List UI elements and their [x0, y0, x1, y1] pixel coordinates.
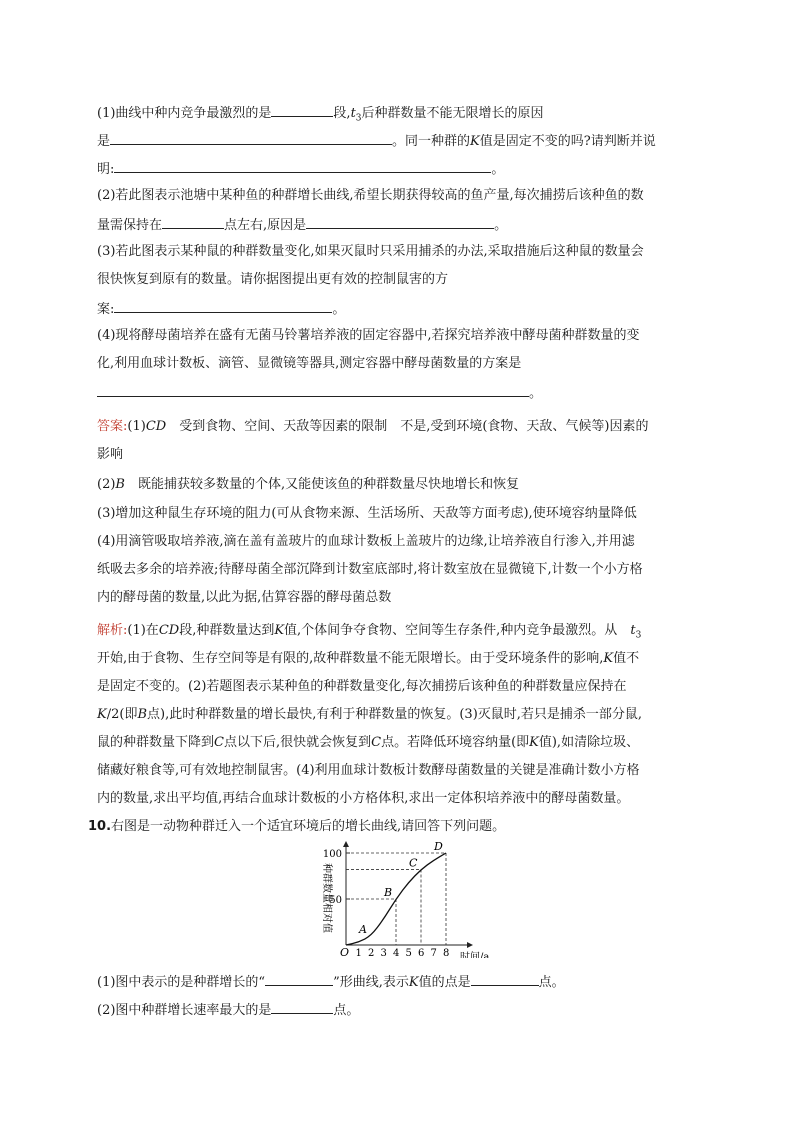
text: 开始,由于食物、生存空间等是有限的,故种群数量不能无限增长。由于受环境条件的影响, — [97, 651, 604, 666]
q9-sub2-line2 — [97, 215, 507, 235]
text: 点。 — [538, 975, 565, 990]
var-k: K — [97, 707, 107, 722]
x-tick-label: 2 — [368, 948, 375, 958]
answer-line3 — [97, 476, 519, 494]
text: 点),此时种群数量的增长最快,有利于种群数量的恢复。(3)灭鼠时,若只是捕杀一部分鼠, — [147, 707, 643, 722]
text: 很快恢复到原有的数量。请你据图提出更有效的控制鼠害的方 — [97, 272, 449, 287]
text: 量需保持在 — [97, 218, 163, 233]
analysis-line2 — [97, 650, 639, 668]
x-tick-label: 6 — [418, 948, 425, 958]
y-tick-label: 100 — [322, 849, 342, 860]
text: 既能捕获较多数量的个体,又能使该鱼的种群数量尽快地增长和恢复 — [138, 477, 520, 492]
text: 值),如清除垃圾、 — [538, 735, 640, 750]
var-c: C — [371, 735, 382, 750]
text: (4)现将酵母菌培养在盛有无菌马铃薯培养液的固定容器中,若探究培养液中酵母菌种群数量的变 — [97, 328, 640, 343]
q9-sub1-line2 — [97, 131, 656, 151]
text: 右图是一动物种群迁入一个适宜环境后的增长曲线,请回答下列问题。 — [111, 819, 506, 834]
x-tick-label: 1 — [355, 948, 362, 958]
text: 段, — [333, 106, 351, 121]
answer-blank[interactable] — [306, 215, 494, 229]
q9-sub4-line3 — [97, 383, 542, 403]
answer-line6 — [97, 561, 643, 579]
q10-stem — [88, 818, 505, 836]
answer-blank[interactable] — [97, 383, 529, 397]
text: (1)在 — [127, 623, 159, 638]
answer-blank[interactable] — [271, 1000, 333, 1014]
text: (1) — [127, 419, 146, 434]
text: 值,个体间争夺食物、空间等生存条件,种内竞争最激烈。从 — [284, 623, 618, 638]
text: 化,利用血球计数板、滴管、显微镜等器具,测定容器中酵母菌数量的方案是 — [97, 356, 522, 371]
text: 内的酵母菌的数量,以此为据,估算容器的酵母菌总数 — [97, 590, 392, 605]
answer-blank[interactable] — [114, 159, 491, 173]
analysis-label: 解析: — [97, 623, 128, 638]
var-k: K — [529, 735, 539, 750]
subscript: 3 — [355, 113, 362, 124]
text: (1)曲线中种内竞争最激烈的是 — [97, 106, 272, 121]
text: 受到食物、空间、天敌等因素的限制 不是,受到环境(食物、天敌、气候等)因素的 — [179, 419, 649, 434]
text: 点左右,原因是 — [224, 218, 307, 233]
text: 是 — [97, 134, 111, 149]
text: 储藏好粮食等,可有效地控制鼠害。(4)利用血球计数板计数酵母菌数量的关键是准确计数小方格 — [97, 763, 640, 778]
answer-line4 — [97, 505, 637, 523]
analysis-line4 — [97, 706, 642, 724]
q9-sub1-line1 — [97, 103, 544, 128]
q9-sub2-line1 — [97, 187, 644, 205]
y-axis-label: 种群数量相对值 — [321, 863, 332, 933]
text: (2)图中种群增长速率最大的是 — [97, 1003, 272, 1018]
point-label-d: D — [434, 840, 443, 853]
q9-sub3-line1 — [97, 243, 644, 261]
text: 点。若降低环境容纳量(即 — [381, 735, 530, 750]
text: 值不 — [613, 651, 640, 666]
var-k: K — [274, 623, 285, 638]
text: 是固定不变的。(2)若题图表示某种鱼的种群数量变化,每次捕捞后该种鱼的种群数量应保持在 — [97, 679, 627, 694]
q9-sub3-line3 — [97, 299, 345, 319]
question-number: 10. — [88, 819, 112, 834]
answer-label: 答案: — [97, 419, 128, 434]
point-label-b: B — [384, 886, 393, 899]
q10-sub2 — [97, 1000, 359, 1020]
text: (1)图中表示的是种群增长的“ — [97, 975, 266, 990]
var-c: C — [214, 735, 224, 750]
text: 纸吸去多余的培养液;待酵母菌全部沉降到计数室底部时,将计数室放在显微镜下,计数一个小方格 — [97, 562, 643, 577]
text: 明: — [97, 162, 115, 177]
point-label-a: A — [359, 922, 367, 936]
growth-curve-chart — [310, 838, 490, 958]
answer-blank[interactable] — [471, 972, 539, 986]
answer-blank[interactable] — [271, 103, 333, 117]
var-k: K — [408, 975, 419, 990]
answer-line5 — [97, 533, 635, 551]
text: 案: — [97, 302, 115, 317]
var-b: B — [115, 477, 125, 492]
analysis-line3 — [97, 678, 627, 696]
text: 。 — [491, 162, 505, 177]
q9-sub4-line1 — [97, 327, 640, 345]
subscript: 3 — [635, 630, 642, 641]
x-tick-label: 7 — [430, 948, 437, 958]
answer-line1 — [97, 418, 648, 436]
text: 段,种群数量达到 — [179, 623, 275, 638]
text: 影响 — [97, 447, 124, 462]
text: 内的数量,求出平均值,再结合血球计数板的小方格体积,求出一定体积培养液中的酵母菌数量。 — [97, 791, 630, 806]
text: 。 — [529, 386, 543, 401]
answer-blank[interactable] — [114, 299, 332, 313]
x-axis-label: 时间/a — [460, 952, 490, 958]
var-t: t — [350, 106, 356, 121]
text: 。同一种群的 — [392, 134, 471, 149]
answer-blank[interactable] — [110, 131, 392, 145]
var-k: K — [603, 651, 614, 666]
analysis-line7 — [97, 790, 629, 808]
q9-sub1-line3 — [97, 159, 504, 179]
growth-curve-figure — [310, 838, 490, 962]
text: (3)增加这种鼠生存环境的阻力(可从食物来源、生活场所、天敌等方面考虑),使环境容纳量降低 — [97, 506, 637, 521]
var-cd: CD — [145, 419, 167, 434]
text: 点。 — [333, 1003, 360, 1018]
var-b: B — [137, 707, 148, 722]
text: /2(即 — [106, 707, 138, 722]
analysis-line1 — [97, 622, 641, 645]
text: ”形曲线,表示 — [333, 975, 409, 990]
answer-line7 — [97, 589, 391, 607]
analysis-line5 — [97, 734, 639, 752]
q9-sub3-line2 — [97, 271, 448, 289]
x-tick-label: 5 — [405, 948, 412, 958]
text: 值是固定不变的吗?请判断并说 — [479, 134, 656, 149]
x-tick-label: 8 — [443, 948, 450, 958]
text: (2)若此图表示池塘中某种鱼的种群增长曲线,希望长期获得较高的鱼产量,每次捕捞后该种鱼的数 — [97, 188, 644, 203]
x-tick-label: 4 — [393, 948, 400, 958]
text: (4)用滴管吸取培养液,滴在盖有盖玻片的血球计数板上盖玻片的边缘,让培养液自行渗入,并用滤 — [97, 534, 635, 549]
text: 。 — [332, 302, 346, 317]
var-cd: CD — [158, 623, 180, 638]
text: 后种群数量不能无限增长的原因 — [361, 106, 544, 121]
text: 值的点是 — [418, 975, 471, 990]
point-label-c: C — [409, 856, 418, 870]
y-tick-label: 50 — [329, 895, 342, 906]
text: (3)若此图表示某种鼠的种群数量变化,如果灭鼠时只采用捕杀的办法,采取措施后这种鼠的数量会 — [97, 244, 644, 259]
var-t: t — [630, 623, 636, 638]
text: 。 — [494, 218, 508, 233]
var-k: K — [470, 134, 480, 149]
text: 鼠的种群数量下降到 — [97, 735, 215, 750]
q9-sub4-line2 — [97, 355, 521, 373]
text: (2) — [97, 477, 116, 492]
answer-blank[interactable] — [265, 972, 333, 986]
answer-blank[interactable] — [162, 215, 224, 229]
x-tick-label: 3 — [380, 948, 387, 958]
analysis-line6 — [97, 762, 640, 780]
text: 点以下后,很快就会恢复到 — [223, 735, 372, 750]
answer-line2 — [97, 446, 123, 464]
origin-label: O — [340, 946, 350, 958]
q10-sub1 — [97, 972, 565, 992]
